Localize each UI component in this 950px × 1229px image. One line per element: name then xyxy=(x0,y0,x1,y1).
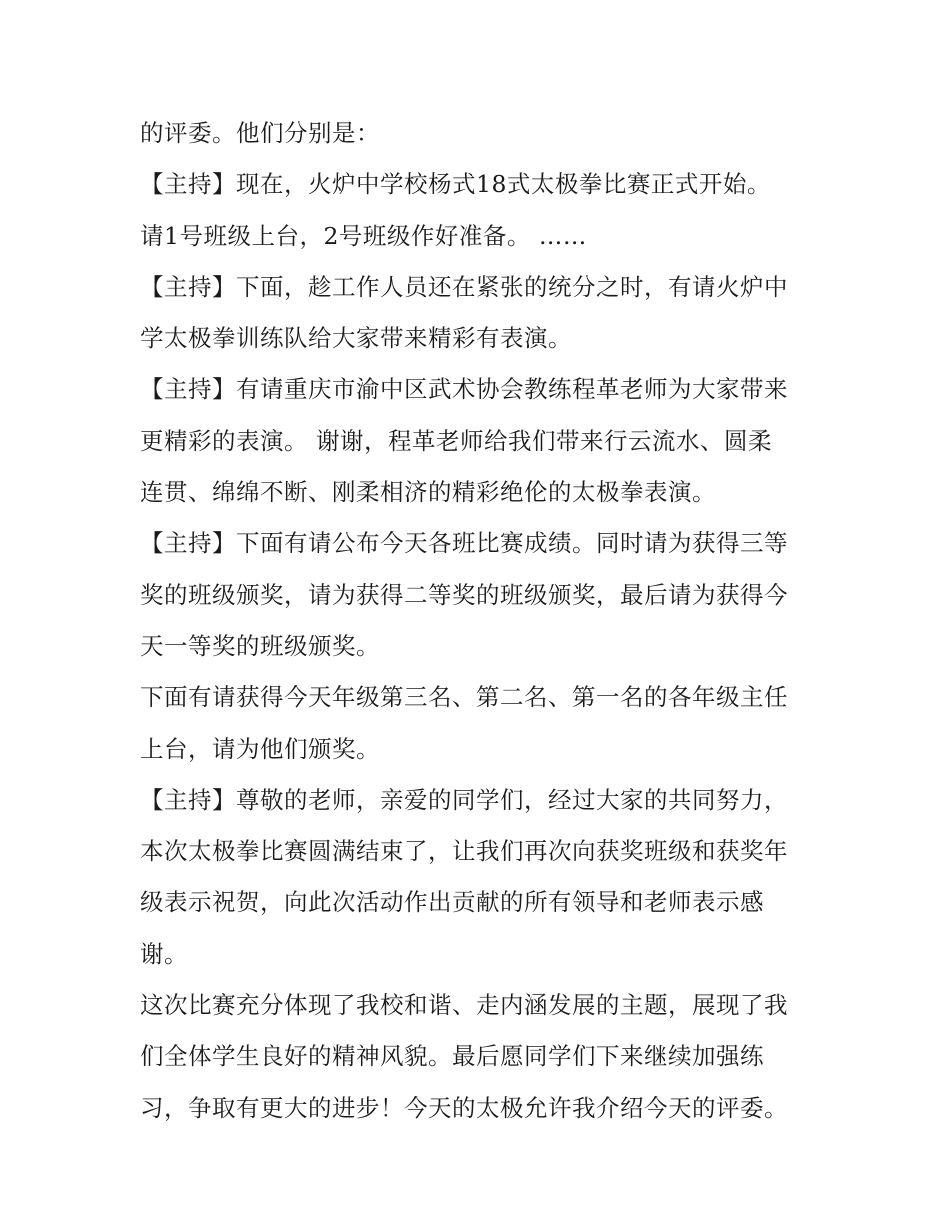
text-line: 们全体学生良好的精神风貌。最后愿同学们下来继续加强练 xyxy=(140,1042,764,1071)
text-line: 习，争取有更大的进步！今天的太极允许我介绍今天的评委。 xyxy=(140,1093,788,1122)
text-line: 请1号班级上台，2号班级作好准备。 …… xyxy=(140,221,587,250)
text-line: 【主持】下面，趁工作人员还在紧张的统分之时，有请火炉中 xyxy=(140,272,788,301)
text-line: 上台，请为他们颁奖。 xyxy=(140,734,380,763)
text-line: 谢。 xyxy=(140,939,188,968)
text-line: 这次比赛充分体现了我校和谐、走内涵发展的主题，展现了我 xyxy=(140,991,788,1020)
text-line: 【主持】有请重庆市渝中区武术协会教练程革老师为大家带来 xyxy=(140,375,788,404)
text-line: 的评委。他们分别是： xyxy=(140,119,380,147)
text-line: 奖的班级颁奖，请为获得二等奖的班级颁奖，最后请为获得今 xyxy=(140,580,788,609)
text-line: 【主持】现在，火炉中学校杨式18式太极拳比赛正式开始。 xyxy=(140,170,771,199)
text-line: 天一等奖的班级颁奖。 xyxy=(140,631,380,660)
text-line: 下面有请获得今天年级第三名、第二名、第一名的各年级主任 xyxy=(140,683,788,712)
text-line: 级表示祝贺，向此次活动作出贡献的所有领导和老师表示感 xyxy=(140,888,764,917)
document-page xyxy=(140,108,830,1134)
text-line: 【主持】尊敬的老师，亲爱的同学们，经过大家的共同努力， xyxy=(140,785,788,814)
text-line: 本次太极拳比赛圆满结束了，让我们再次向获奖班级和获奖年 xyxy=(140,837,788,866)
text-line: 更精彩的表演。 谢谢，程革老师给我们带来行云流水、圆柔 xyxy=(140,426,772,455)
text-line: 连贯、绵绵不断、刚柔相济的精彩绝伦的太极拳表演。 xyxy=(140,478,716,507)
text-line: 学太极拳训练队给大家带来精彩有表演。 xyxy=(140,324,572,353)
text-line: 【主持】下面有请公布今天各班比赛成绩。同时请为获得三等 xyxy=(140,529,788,558)
